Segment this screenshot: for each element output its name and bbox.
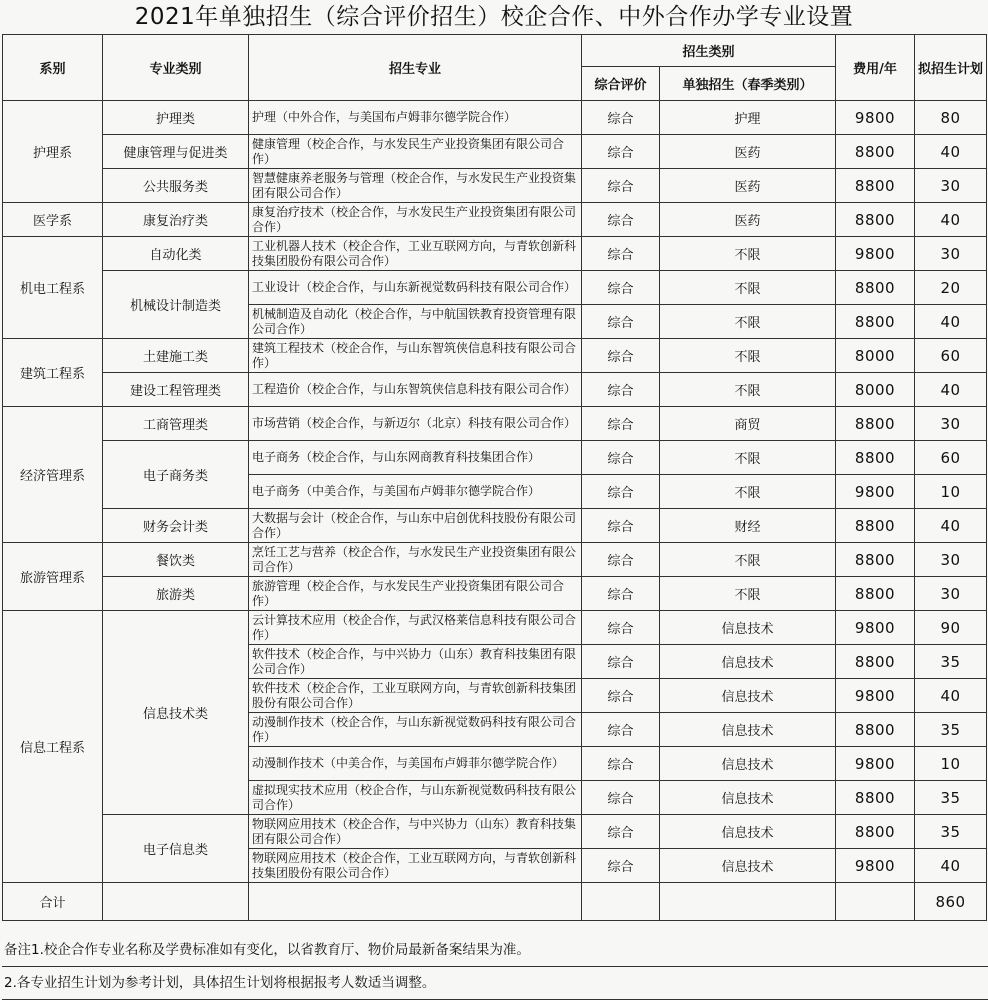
major-cell: 物联网应用技术（校企合作，与中兴协力（山东）教育科技集团有限公司合作） [249, 815, 582, 849]
category-cell: 餐饮类 [103, 543, 249, 577]
fee-cell: 9800 [836, 849, 915, 883]
major-cell: 虚拟现实技术应用（校企合作，与山东新视觉数码科技有限公司合作） [249, 781, 582, 815]
major-cell: 智慧健康养老服务与管理（校企合作，与水发民生产业投资集团有限公司合作） [249, 169, 582, 203]
category-cell: 健康管理与促进类 [103, 135, 249, 169]
major-cell: 云计算技术应用（校企合作，与武汉格莱信息科技有限公司合作） [249, 611, 582, 645]
comp-cell: 综合 [582, 849, 660, 883]
fee-cell: 8800 [836, 713, 915, 747]
header-single: 单独招生（春季类别） [660, 67, 836, 101]
comp-cell: 综合 [582, 203, 660, 237]
category-cell: 工商管理类 [103, 407, 249, 441]
total-empty-cell [660, 883, 836, 921]
single-cell: 不限 [660, 305, 836, 339]
fee-cell: 8800 [836, 543, 915, 577]
major-cell: 电子商务（校企合作，与山东网商教育科技集团合作） [249, 441, 582, 475]
single-cell: 医药 [660, 169, 836, 203]
comp-cell: 综合 [582, 135, 660, 169]
fee-cell: 8800 [836, 441, 915, 475]
single-cell: 不限 [660, 577, 836, 611]
category-cell: 财务会计类 [103, 509, 249, 543]
category-cell: 机械设计制造类 [103, 271, 249, 339]
comp-cell: 综合 [582, 169, 660, 203]
fee-cell: 8800 [836, 815, 915, 849]
major-cell: 软件技术（校企合作，工业互联网方向，与青软创新科技集团股份有限公司合作） [249, 679, 582, 713]
comp-cell: 综合 [582, 509, 660, 543]
major-cell: 旅游管理（校企合作，与水发民生产业投资集团有限公司合作） [249, 577, 582, 611]
fee-cell: 8800 [836, 509, 915, 543]
comp-cell: 综合 [582, 679, 660, 713]
category-cell: 自动化类 [103, 237, 249, 271]
total-empty-cell [249, 883, 582, 921]
comp-cell: 综合 [582, 713, 660, 747]
fee-cell: 8800 [836, 135, 915, 169]
major-cell: 机械制造及自动化（校企合作，与中航国铁教育投资管理有限公司合作） [249, 305, 582, 339]
note-2: 2.各专业招生计划为参考计划，具体招生计划将根据报考人数适当调整。 [2, 967, 988, 1000]
comp-cell: 综合 [582, 611, 660, 645]
document-title: 2021年单独招生（综合评价招生）校企合作、中外合作办学专业设置 [134, 4, 854, 30]
plan-cell: 40 [915, 203, 987, 237]
fee-cell: 8000 [836, 373, 915, 407]
single-cell: 不限 [660, 373, 836, 407]
comp-cell: 综合 [582, 101, 660, 135]
single-cell: 不限 [660, 237, 836, 271]
single-cell: 不限 [660, 475, 836, 509]
category-cell: 电子信息类 [103, 815, 249, 883]
fee-cell: 9800 [836, 101, 915, 135]
fee-cell: 9800 [836, 611, 915, 645]
header-fee: 费用/年 [836, 35, 915, 101]
fee-cell: 8800 [836, 781, 915, 815]
plan-cell: 90 [915, 611, 987, 645]
single-cell: 不限 [660, 339, 836, 373]
comp-cell: 综合 [582, 271, 660, 305]
single-cell: 不限 [660, 543, 836, 577]
total-empty-cell [836, 883, 915, 921]
comp-cell: 综合 [582, 407, 660, 441]
plan-cell: 35 [915, 713, 987, 747]
fee-cell: 8800 [836, 407, 915, 441]
total-empty-cell [582, 883, 660, 921]
comp-cell: 综合 [582, 747, 660, 781]
plan-cell: 40 [915, 679, 987, 713]
category-cell: 公共服务类 [103, 169, 249, 203]
comp-cell: 综合 [582, 305, 660, 339]
dept-cell: 信息工程系 [3, 611, 103, 883]
plan-cell: 35 [915, 645, 987, 679]
total-label: 合计 [3, 883, 103, 921]
comp-cell: 综合 [582, 237, 660, 271]
single-cell: 信息技术 [660, 747, 836, 781]
single-cell: 医药 [660, 203, 836, 237]
category-cell: 建设工程管理类 [103, 373, 249, 407]
comp-cell: 综合 [582, 645, 660, 679]
plan-cell: 30 [915, 577, 987, 611]
comp-cell: 综合 [582, 543, 660, 577]
fee-cell: 8800 [836, 169, 915, 203]
category-cell: 旅游类 [103, 577, 249, 611]
single-cell: 财经 [660, 509, 836, 543]
plan-cell: 35 [915, 815, 987, 849]
plan-cell: 40 [915, 509, 987, 543]
fee-cell: 9800 [836, 747, 915, 781]
single-cell: 信息技术 [660, 781, 836, 815]
single-cell: 医药 [660, 135, 836, 169]
plan-cell: 60 [915, 441, 987, 475]
fee-cell: 9800 [836, 679, 915, 713]
header-comprehensive: 综合评价 [582, 67, 660, 101]
fee-cell: 8800 [836, 203, 915, 237]
comp-cell: 综合 [582, 339, 660, 373]
major-cell: 工程造价（校企合作，与山东智筑侠信息科技有限公司合作） [249, 373, 582, 407]
category-cell: 电子商务类 [103, 441, 249, 509]
dept-cell: 医学系 [3, 203, 103, 237]
major-cell: 动漫制作技术（中美合作，与美国布卢姆菲尔德学院合作） [249, 747, 582, 781]
fee-cell: 9800 [836, 475, 915, 509]
major-cell: 大数据与会计（校企合作，与山东中启创优科技股份有限公司合作） [249, 509, 582, 543]
dept-cell: 旅游管理系 [3, 543, 103, 611]
dept-cell: 经济管理系 [3, 407, 103, 543]
dept-cell: 建筑工程系 [3, 339, 103, 407]
plan-cell: 80 [915, 101, 987, 135]
plan-cell: 35 [915, 781, 987, 815]
major-cell: 物联网应用技术（校企合作，工业互联网方向，与青软创新科技集团股份有限公司合作） [249, 849, 582, 883]
plan-cell: 30 [915, 237, 987, 271]
category-cell: 康复治疗类 [103, 203, 249, 237]
single-cell: 信息技术 [660, 815, 836, 849]
header-major: 招生专业 [249, 35, 582, 101]
fee-cell: 9800 [836, 237, 915, 271]
fee-cell: 8800 [836, 645, 915, 679]
plan-cell: 10 [915, 747, 987, 781]
plan-cell: 20 [915, 271, 987, 305]
single-cell: 信息技术 [660, 645, 836, 679]
comp-cell: 综合 [582, 815, 660, 849]
single-cell: 信息技术 [660, 611, 836, 645]
fee-cell: 8800 [836, 271, 915, 305]
major-cell: 建筑工程技术（校企合作，与山东智筑侠信息科技有限公司合作） [249, 339, 582, 373]
plan-cell: 40 [915, 373, 987, 407]
comp-cell: 综合 [582, 441, 660, 475]
plan-cell: 40 [915, 849, 987, 883]
plan-cell: 30 [915, 407, 987, 441]
major-cell: 市场营销（校企合作，与新迈尔（北京）科技有限公司合作） [249, 407, 582, 441]
single-cell: 不限 [660, 271, 836, 305]
fee-cell: 8800 [836, 305, 915, 339]
major-cell: 健康管理（校企合作，与水发民生产业投资集团有限公司合作） [249, 135, 582, 169]
header-dept: 系别 [3, 35, 103, 101]
fee-cell: 8000 [836, 339, 915, 373]
major-cell: 烹饪工艺与营养（校企合作，与水发民生产业投资集团有限公司合作） [249, 543, 582, 577]
single-cell: 不限 [660, 441, 836, 475]
header-category: 专业类别 [103, 35, 249, 101]
category-cell: 土建施工类 [103, 339, 249, 373]
single-cell: 信息技术 [660, 679, 836, 713]
single-cell: 信息技术 [660, 849, 836, 883]
category-cell: 信息技术类 [103, 611, 249, 815]
header-plan: 拟招生计划 [915, 35, 987, 101]
comp-cell: 综合 [582, 577, 660, 611]
total-plan: 860 [915, 883, 987, 921]
major-cell: 工业设计（校企合作，与山东新视觉数码科技有限公司合作） [249, 271, 582, 305]
comp-cell: 综合 [582, 781, 660, 815]
total-empty-cell [103, 883, 249, 921]
plan-cell: 10 [915, 475, 987, 509]
enrollment-table [2, 34, 987, 921]
header-enroll-type: 招生类别 [582, 35, 836, 67]
dept-cell: 护理系 [3, 101, 103, 203]
note-1: 备注1.校企合作专业名称及学费标准如有变化，以省教育厅、物价局最新备案结果为准。 [2, 934, 988, 967]
major-cell: 软件技术（校企合作，与中兴协力（山东）教育科技集团有限公司合作） [249, 645, 582, 679]
category-cell: 护理类 [103, 101, 249, 135]
comp-cell: 综合 [582, 475, 660, 509]
plan-cell: 30 [915, 543, 987, 577]
plan-cell: 30 [915, 169, 987, 203]
major-cell: 康复治疗技术（校企合作，与水发民生产业投资集团有限公司合作） [249, 203, 582, 237]
major-cell: 工业机器人技术（校企合作，工业互联网方向，与青软创新科技集团股份有限公司合作） [249, 237, 582, 271]
fee-cell: 8800 [836, 577, 915, 611]
major-cell: 动漫制作技术（校企合作，与山东新视觉数码科技有限公司合作） [249, 713, 582, 747]
single-cell: 护理 [660, 101, 836, 135]
comp-cell: 综合 [582, 373, 660, 407]
major-cell: 护理（中外合作，与美国布卢姆菲尔德学院合作） [249, 101, 582, 135]
major-cell: 电子商务（中美合作，与美国布卢姆菲尔德学院合作） [249, 475, 582, 509]
plan-cell: 60 [915, 339, 987, 373]
plan-cell: 40 [915, 305, 987, 339]
dept-cell: 机电工程系 [3, 237, 103, 339]
single-cell: 信息技术 [660, 713, 836, 747]
single-cell: 商贸 [660, 407, 836, 441]
plan-cell: 40 [915, 135, 987, 169]
